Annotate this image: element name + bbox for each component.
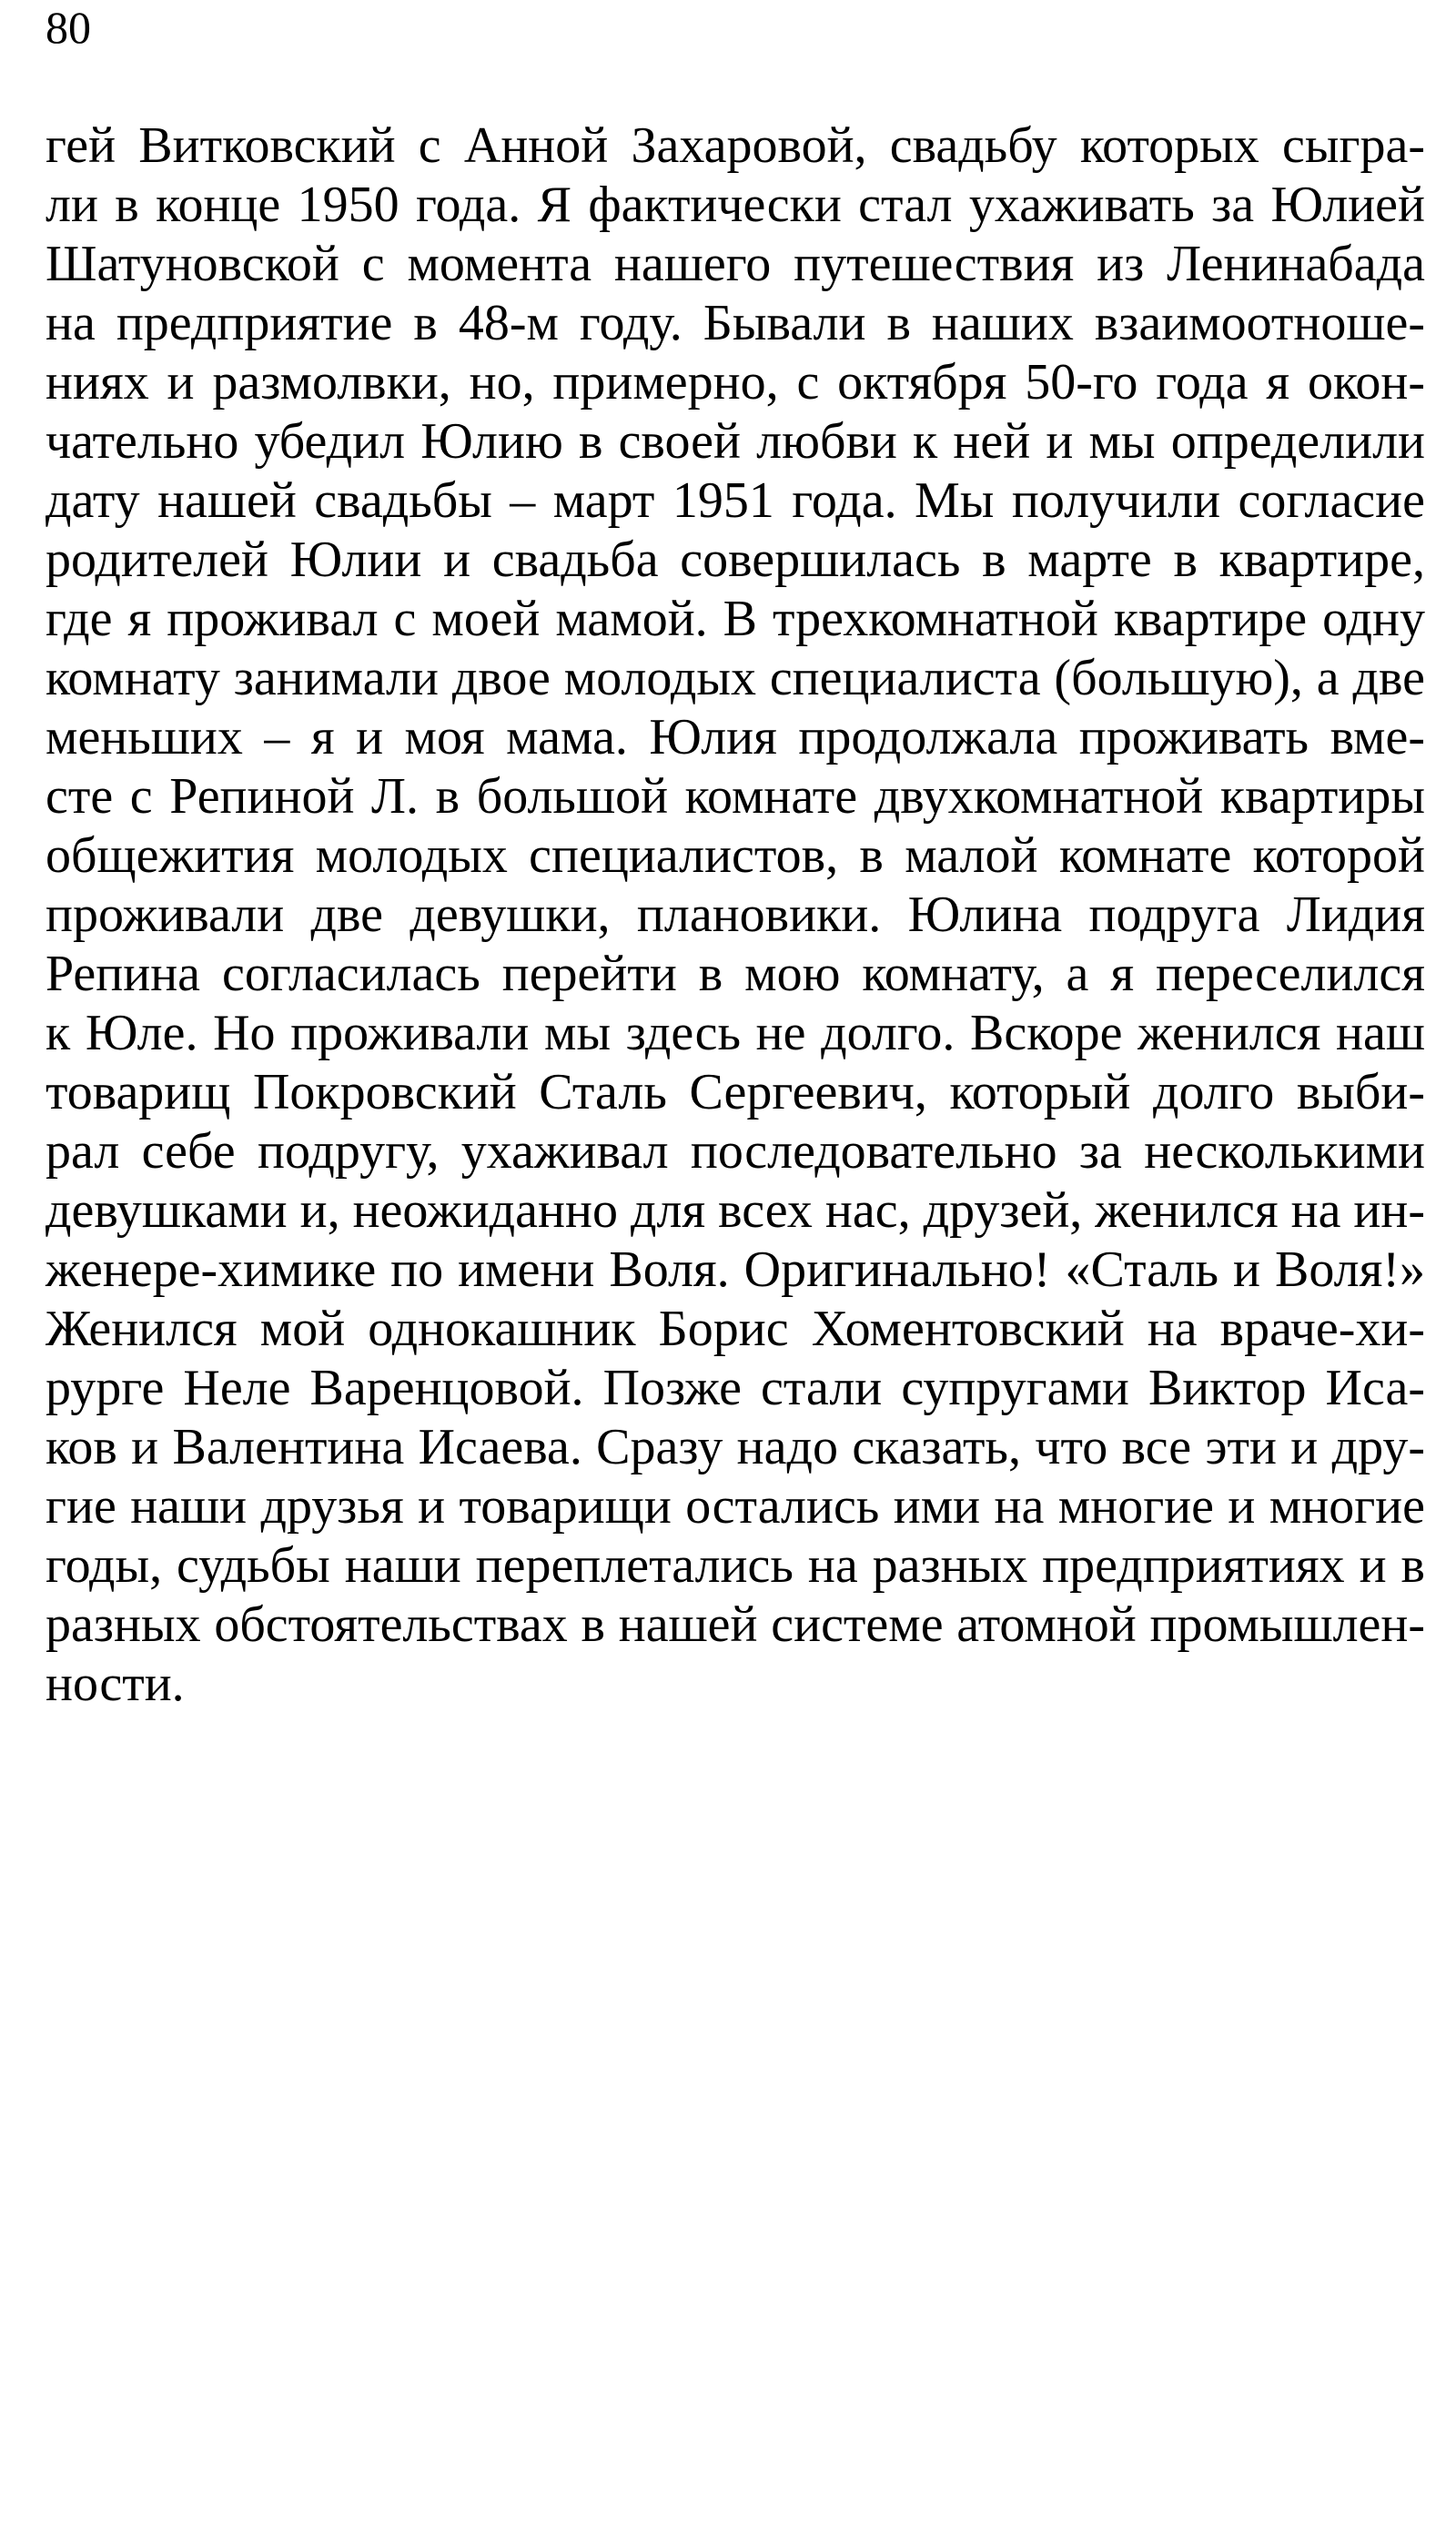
text-line: Женился мой однокашник Борис Хоментовский на враче-хи- xyxy=(46,1301,1425,1357)
text-line: разных обстоятельствах в нашей системе атомной промышлен- xyxy=(46,1596,1425,1653)
text-line: гей Витковский с Анной Захаровой, свадьбу которых сыгра- xyxy=(46,117,1425,174)
text-line: дату нашей свадьбы – март 1951 года. Мы получили согласие xyxy=(46,472,1425,529)
text-line: общежития молодых специалистов, в малой комнате которой xyxy=(46,827,1425,884)
text-line: Шатуновской с момента нашего путешествия из Ленинабада xyxy=(46,236,1425,292)
text-line: сте с Репиной Л. в большой комнате двухкомнатной квартиры xyxy=(46,768,1425,825)
text-line: на предприятие в 48-м году. Бывали в наших взаимоотноше- xyxy=(46,295,1425,351)
text-line: годы, судьбы наши переплетались на разных предприятиях и в xyxy=(46,1537,1425,1594)
text-line: товарищ Покровский Сталь Сергеевич, который долго выби- xyxy=(46,1064,1425,1120)
text-line: к Юле. Но проживали мы здесь не долго. Вскоре женился наш xyxy=(46,1005,1425,1061)
text-line: Репина согласилась перейти в мою комнату, а я переселился xyxy=(46,946,1425,1002)
text-line: чательно убедил Юлию в своей любви к ней и мы определили xyxy=(46,413,1425,470)
text-line: меньших – я и моя мама. Юлия продолжала проживать вме- xyxy=(46,709,1425,765)
text-line: ниях и размолвки, но, примерно, с октября 50-го года я окон- xyxy=(46,354,1425,410)
text-line: родителей Юлии и свадьба совершилась в марте в квартире, xyxy=(46,532,1425,588)
text-line: где я проживал с моей мамой. В трехкомнатной квартире одну xyxy=(46,591,1425,647)
text-line: рурге Неле Варенцовой. Позже стали супругами Виктор Иса- xyxy=(46,1360,1425,1416)
text-line: гие наши друзья и товарищи остались ими на многие и многие xyxy=(46,1478,1425,1535)
body-text xyxy=(46,117,1425,1714)
text-line: ков и Валентина Исаева. Сразу надо сказать, что все эти и дру- xyxy=(46,1419,1425,1475)
page-number: 80 xyxy=(46,2,91,53)
text-line: девушками и, неожиданно для всех нас, друзей, женился на ин- xyxy=(46,1182,1426,1239)
text-line: ли в конце 1950 года. Я фактически стал ухаживать за Юлией xyxy=(46,177,1425,233)
text-line: женере-химике по имени Воля. Оригинально! «Сталь и Воля!» xyxy=(46,1241,1425,1298)
text-line: ности. xyxy=(46,1656,185,1712)
text-line: рал себе подругу, ухаживал последовательно за несколькими xyxy=(46,1123,1425,1180)
text-line: проживали две девушки, плановики. Юлина подруга Лидия xyxy=(46,887,1425,943)
text-line: комнату занимали двое молодых специалиста (большую), а две xyxy=(46,650,1425,706)
